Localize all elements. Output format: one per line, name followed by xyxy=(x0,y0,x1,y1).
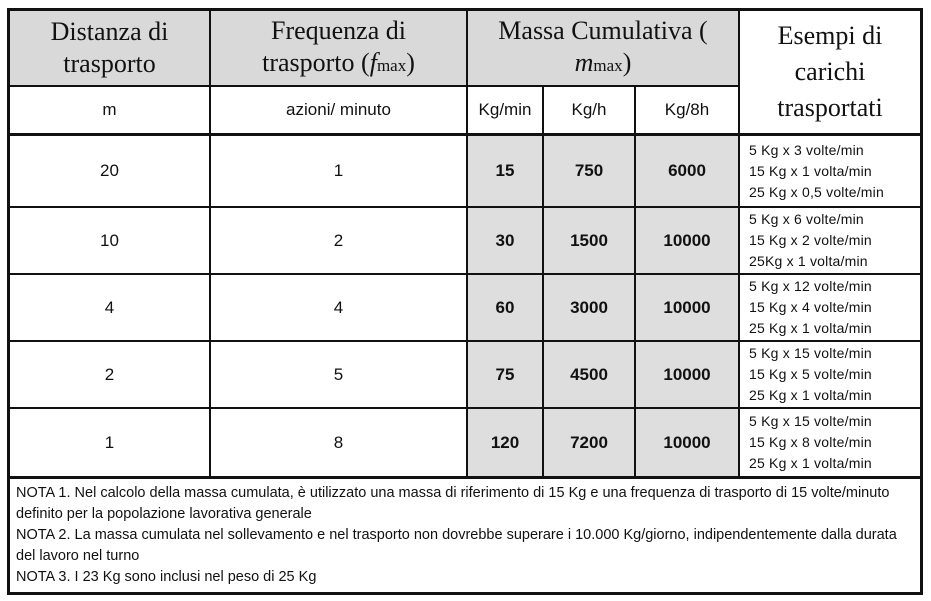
header-frequency-label xyxy=(244,15,434,82)
unit-kg-min: Kg/min xyxy=(478,100,532,119)
cell-kg-h: 1500 xyxy=(544,208,634,273)
cell-frequency: 1 xyxy=(333,161,344,180)
grid-line xyxy=(10,407,920,409)
cell-kg-min: 60 xyxy=(468,275,542,340)
grid-line xyxy=(542,87,544,476)
header-frequency-prefix: Frequenza di trasporto ( xyxy=(262,15,406,77)
cell-examples: 5 Kg x 6 volte/min 15 Kg x 2 volte/min 25Kg x 1 volta/min xyxy=(749,211,872,269)
header-frequency-suffix: ) xyxy=(406,47,415,77)
note-3: NOTA 3. I 23 Kg sono inclusi nel peso di 25 Kg xyxy=(16,569,317,585)
cell-kg-8h: 10000 xyxy=(636,409,738,476)
cell-examples: 5 Kg x 15 volte/min 15 Kg x 8 volte/min 25 Kg x 1 volta/min xyxy=(749,413,872,471)
grid-line xyxy=(466,11,468,476)
header-frequency xyxy=(211,11,466,85)
header-distance-label: Distanza di trasporto xyxy=(50,17,169,78)
header-mass-prefix: Massa Cumulativa ( xyxy=(498,15,708,45)
grid-line xyxy=(10,340,920,342)
cell-kg-h: 7200 xyxy=(544,409,634,476)
grid-line xyxy=(10,206,920,208)
note-1: NOTA 1. Nel calcolo della massa cumulata, è utilizzato una massa di riferimento di 15 Kg e una frequenza di trasporto di 15 volte/minuto definito per la popolazione lavorativa generale xyxy=(16,485,890,522)
cell-distance: 2 xyxy=(104,364,115,384)
header-mass-var: m xyxy=(574,47,594,77)
cell-kg-min: 75 xyxy=(468,342,542,407)
grid-line xyxy=(738,11,740,476)
cell-kg-h: 4500 xyxy=(544,342,634,407)
grid-line xyxy=(209,11,211,476)
grid-line xyxy=(10,85,740,87)
cell-distance: 20 xyxy=(100,161,119,180)
cell-examples: 5 Kg x 3 volte/min 15 Kg x 1 volta/min 25 Kg x 0,5 volte/min xyxy=(749,141,884,200)
cell-frequency: 8 xyxy=(333,432,344,452)
unit-kg-8h: Kg/8h xyxy=(664,100,710,119)
cell-kg-8h: 10000 xyxy=(636,275,738,340)
note-2: NOTA 2. La massa cumulata nel sollevamento e nel trasporto non dovrebbe superare i 10.000 Kg/giorno, indipendentemente dalla durata del lavoro nel turno xyxy=(16,527,897,564)
header-frequency-var: f xyxy=(369,47,377,77)
cell-examples: 5 Kg x 15 volte/min 15 Kg x 5 volte/min 25 Kg x 1 volta/min xyxy=(749,345,872,403)
cell-distance: 1 xyxy=(104,432,115,452)
unit-distance: m xyxy=(102,100,117,119)
notes-section xyxy=(16,483,916,588)
grid-line xyxy=(10,273,920,275)
header-distance xyxy=(10,11,209,85)
cell-frequency: 5 xyxy=(333,364,344,384)
cell-kg-8h: 6000 xyxy=(636,136,738,206)
cell-kg-8h: 10000 xyxy=(636,208,738,273)
cell-kg-min: 120 xyxy=(468,409,542,476)
grid-line xyxy=(10,476,920,479)
cell-kg-min: 30 xyxy=(468,208,542,273)
header-mass-suffix: ) xyxy=(622,47,632,77)
header-frequency-sub: max xyxy=(376,55,407,75)
cell-distance: 4 xyxy=(104,297,115,317)
cell-examples: 5 Kg x 12 volte/min 15 Kg x 4 volte/min 25 Kg x 1 volta/min xyxy=(749,278,872,336)
cell-frequency: 4 xyxy=(333,297,344,317)
cell-kg-h: 750 xyxy=(544,136,634,206)
cell-kg-h: 3000 xyxy=(544,275,634,340)
cell-distance: 10 xyxy=(100,230,119,250)
header-examples xyxy=(740,11,920,133)
cell-kg-min: 15 xyxy=(468,136,542,206)
header-cumulative-mass xyxy=(468,11,738,85)
unit-kg-h: Kg/h xyxy=(571,100,607,119)
header-examples-label: Esempi di carichi trasportati xyxy=(777,21,883,122)
header-mass-sub: max xyxy=(593,55,623,75)
unit-frequency: azioni/ minuto xyxy=(286,100,391,119)
cell-kg-8h: 10000 xyxy=(636,342,738,407)
grid-line xyxy=(10,133,920,136)
header-mass-label xyxy=(478,15,728,82)
grid-line xyxy=(634,87,636,476)
cell-frequency: 2 xyxy=(333,230,344,250)
